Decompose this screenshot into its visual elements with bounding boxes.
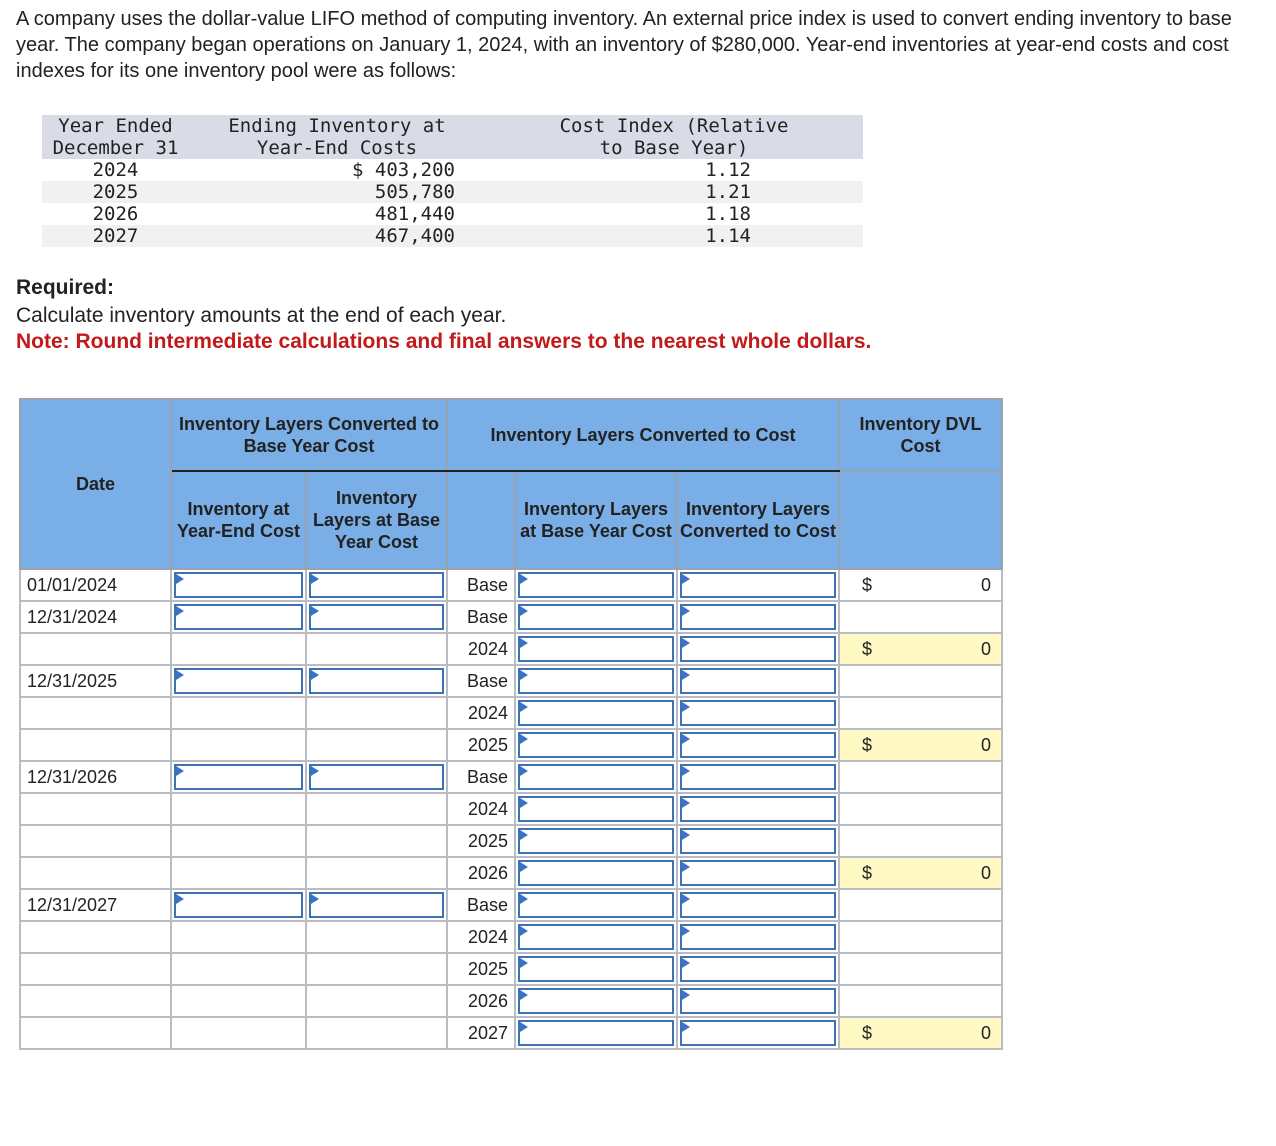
answer-row [20, 825, 1002, 857]
layer-base-cost-input[interactable] [518, 828, 674, 854]
dvl-empty-cell [839, 697, 1002, 729]
currency-symbol: $ [862, 1022, 873, 1043]
answer-row [20, 569, 1002, 601]
layer-year-label: Base [447, 601, 515, 633]
layer-year-label: 2024 [447, 793, 515, 825]
answer-row [20, 953, 1002, 985]
currency-symbol: $ [862, 734, 873, 755]
header-index-2: to Base Year) [485, 137, 863, 159]
date-cell [20, 921, 171, 953]
layer-converted-cost-input[interactable] [680, 988, 836, 1014]
layer-year-label: 2025 [447, 729, 515, 761]
layer-converted-cost-input[interactable] [680, 604, 836, 630]
date-cell [20, 793, 171, 825]
layer-year-label: 2024 [447, 697, 515, 729]
base-year-cost-input[interactable] [309, 892, 444, 918]
layer-converted-cost-input[interactable] [680, 764, 836, 790]
currency-symbol: $ [862, 574, 873, 595]
layer-converted-cost-input[interactable] [680, 732, 836, 758]
input-flag-icon [682, 638, 690, 648]
input-flag-icon [176, 766, 184, 776]
date-cell: 12/31/2025 [20, 665, 171, 697]
dvl-total-value: 0 [980, 1022, 991, 1043]
input-flag-icon [520, 1022, 528, 1032]
input-flag-icon [520, 990, 528, 1000]
date-cell [20, 633, 171, 665]
input-flag-icon [682, 798, 690, 808]
layer-base-cost-input[interactable] [518, 700, 674, 726]
input-flag-icon [311, 670, 319, 680]
layer-converted-cost-input[interactable] [680, 1020, 836, 1046]
date-cell: 12/31/2027 [20, 889, 171, 921]
answer-row [20, 889, 1002, 921]
answer-row [20, 985, 1002, 1017]
layer-base-cost-input[interactable] [518, 732, 674, 758]
layer-base-cost-input[interactable] [518, 988, 674, 1014]
input-flag-icon [682, 734, 690, 744]
input-flag-icon [682, 990, 690, 1000]
input-flag-icon [682, 702, 690, 712]
date-cell [20, 953, 171, 985]
layer-converted-cost-input[interactable] [680, 796, 836, 822]
input-flag-icon [520, 798, 528, 808]
layer-year-label: 2025 [447, 825, 515, 857]
layer-converted-cost-input[interactable] [680, 924, 836, 950]
input-flag-icon [682, 670, 690, 680]
answer-row [20, 793, 1002, 825]
input-flag-icon [682, 958, 690, 968]
layer-year-label: Base [447, 889, 515, 921]
date-cell [20, 1017, 171, 1049]
given-data-table [42, 115, 863, 247]
currency-symbol: $ [862, 862, 873, 883]
input-flag-icon [520, 894, 528, 904]
dvl-empty-cell [839, 889, 1002, 921]
layer-year-label: Base [447, 665, 515, 697]
year-end-cost-input[interactable] [174, 572, 303, 598]
layer-base-cost-input[interactable] [518, 604, 674, 630]
layer-base-cost-input[interactable] [518, 572, 674, 598]
answer-table [19, 398, 1003, 1050]
dvl-total-value: 0 [980, 734, 991, 755]
input-flag-icon [682, 926, 690, 936]
dvl-empty-cell [839, 985, 1002, 1017]
input-flag-icon [176, 574, 184, 584]
header-year-2: December 31 [42, 137, 189, 159]
date-cell [20, 985, 171, 1017]
dvl-empty-cell [839, 953, 1002, 985]
header-base-year-group: Inventory Layers Converted to Base Year Cost [171, 399, 447, 471]
input-flag-icon [520, 766, 528, 776]
input-flag-icon [520, 830, 528, 840]
input-flag-icon [520, 734, 528, 744]
input-flag-icon [682, 766, 690, 776]
header-date: Date [20, 399, 171, 569]
answer-row [20, 1017, 1002, 1049]
base-year-cost-input[interactable] [309, 668, 444, 694]
date-cell [20, 825, 171, 857]
layer-base-cost-input[interactable] [518, 924, 674, 950]
input-flag-icon [682, 606, 690, 616]
base-year-cost-input[interactable] [309, 572, 444, 598]
given-row: 2024 $ 403,200 1.12 [92, 159, 751, 181]
header-dvl: Inventory DVL Cost [839, 399, 1002, 471]
given-row: 2027 467,400 1.14 [42, 225, 863, 247]
answer-row [20, 857, 1002, 889]
layer-year-label: 2024 [447, 633, 515, 665]
input-flag-icon [682, 862, 690, 872]
layer-converted-cost-input[interactable] [680, 828, 836, 854]
header-layers-base: Inventory Layers at Base Year Cost [306, 471, 447, 569]
input-flag-icon [520, 862, 528, 872]
dvl-empty-cell [839, 921, 1002, 953]
input-flag-icon [682, 894, 690, 904]
input-flag-icon [520, 702, 528, 712]
year-end-cost-input[interactable] [174, 668, 303, 694]
answer-row [20, 697, 1002, 729]
given-row: 2025 505,780 1.21 [42, 181, 863, 203]
header-cost: Ending Inventory at [189, 115, 485, 137]
date-cell: 12/31/2026 [20, 761, 171, 793]
layer-year-label: 2025 [447, 953, 515, 985]
header-layers-at-base: Inventory Layers at Base Year Cost [515, 471, 677, 569]
input-flag-icon [520, 606, 528, 616]
layer-converted-cost-input[interactable] [680, 572, 836, 598]
answer-row [20, 601, 1002, 633]
answer-row [20, 665, 1002, 697]
year-end-cost-input[interactable] [174, 892, 303, 918]
layer-year-label: Base [447, 761, 515, 793]
answer-row [20, 761, 1002, 793]
layer-converted-cost-input[interactable] [680, 956, 836, 982]
input-flag-icon [311, 894, 319, 904]
layer-base-cost-input[interactable] [518, 892, 674, 918]
input-flag-icon [176, 670, 184, 680]
layer-base-cost-input[interactable] [518, 956, 674, 982]
input-flag-icon [682, 574, 690, 584]
dvl-total-value: 0 [980, 574, 991, 595]
answer-row [20, 633, 1002, 665]
layer-converted-cost-input[interactable] [680, 700, 836, 726]
dvl-total-value: 0 [980, 862, 991, 883]
layer-year-label: 2026 [447, 985, 515, 1017]
base-year-cost-input[interactable] [309, 764, 444, 790]
dvl-total-cell [839, 1017, 1002, 1049]
dvl-total-cell [839, 857, 1002, 889]
date-cell: 01/01/2024 [20, 569, 171, 601]
dvl-empty-cell [839, 665, 1002, 697]
layer-year-label: 2024 [447, 921, 515, 953]
layer-base-cost-input[interactable] [518, 668, 674, 694]
layer-base-cost-input[interactable] [518, 636, 674, 662]
date-cell [20, 697, 171, 729]
input-flag-icon [682, 1022, 690, 1032]
required-text: Calculate inventory amounts at the end of each year. [16, 304, 507, 327]
header-converted: Inventory Layers Converted to Cost [677, 471, 839, 569]
input-flag-icon [520, 958, 528, 968]
input-flag-icon [682, 830, 690, 840]
input-flag-icon [520, 670, 528, 680]
required-title: Required: [16, 276, 115, 299]
dvl-total-cell [839, 633, 1002, 665]
header-dvl-blank [839, 471, 1002, 569]
dvl-total-cell [839, 729, 1002, 761]
input-flag-icon [176, 606, 184, 616]
layer-converted-cost-input[interactable] [680, 636, 836, 662]
date-cell: 12/31/2024 [20, 601, 171, 633]
answer-row [20, 921, 1002, 953]
required-note: Note: Round intermediate calculations and final answers to the nearest whole dollars. [16, 330, 872, 353]
date-cell [20, 729, 171, 761]
header-cost-group: Inventory Layers Converted to Cost [447, 399, 839, 471]
layer-base-cost-input[interactable] [518, 764, 674, 790]
input-flag-icon [520, 638, 528, 648]
input-flag-icon [520, 574, 528, 584]
dvl-total-value: 0 [980, 638, 991, 659]
layer-base-cost-input[interactable] [518, 1020, 674, 1046]
input-flag-icon [176, 894, 184, 904]
currency-symbol: $ [862, 638, 873, 659]
header-blank [447, 471, 515, 569]
input-flag-icon [311, 574, 319, 584]
base-year-cost-input[interactable] [309, 604, 444, 630]
dvl-empty-cell [839, 825, 1002, 857]
layer-year-label: 2026 [447, 857, 515, 889]
layer-year-label: Base [447, 569, 515, 601]
dvl-empty-cell [839, 761, 1002, 793]
dvl-empty-cell [839, 793, 1002, 825]
dvl-total-cell [839, 569, 1002, 601]
input-flag-icon [311, 766, 319, 776]
header-cost-2: Year-End Costs [189, 137, 485, 159]
layer-base-cost-input[interactable] [518, 796, 674, 822]
given-row: 2026 481,440 1.18 [92, 203, 751, 225]
header-year: Year Ended [42, 115, 189, 137]
date-cell [20, 857, 171, 889]
layer-base-cost-input[interactable] [518, 860, 674, 886]
layer-converted-cost-input[interactable] [680, 892, 836, 918]
header-year-end-cost: Inventory at Year-End Cost [171, 471, 306, 569]
problem-intro: A company uses the dollar-value LIFO method of computing inventory. An external price index is used to convert ending inventory to base year. The company began operations on January 1, 2024, with an inventory of $280,000. Year-end inventories at year-end costs and cost indexes for its one inventory pool were as follows: [16, 8, 1232, 82]
layer-converted-cost-input[interactable] [680, 668, 836, 694]
dvl-empty-cell [839, 601, 1002, 633]
input-flag-icon [311, 606, 319, 616]
layer-converted-cost-input[interactable] [680, 860, 836, 886]
year-end-cost-input[interactable] [174, 764, 303, 790]
layer-year-label: 2027 [447, 1017, 515, 1049]
header-index: Cost Index (Relative [485, 115, 863, 137]
year-end-cost-input[interactable] [174, 604, 303, 630]
answer-row [20, 729, 1002, 761]
input-flag-icon [520, 926, 528, 936]
